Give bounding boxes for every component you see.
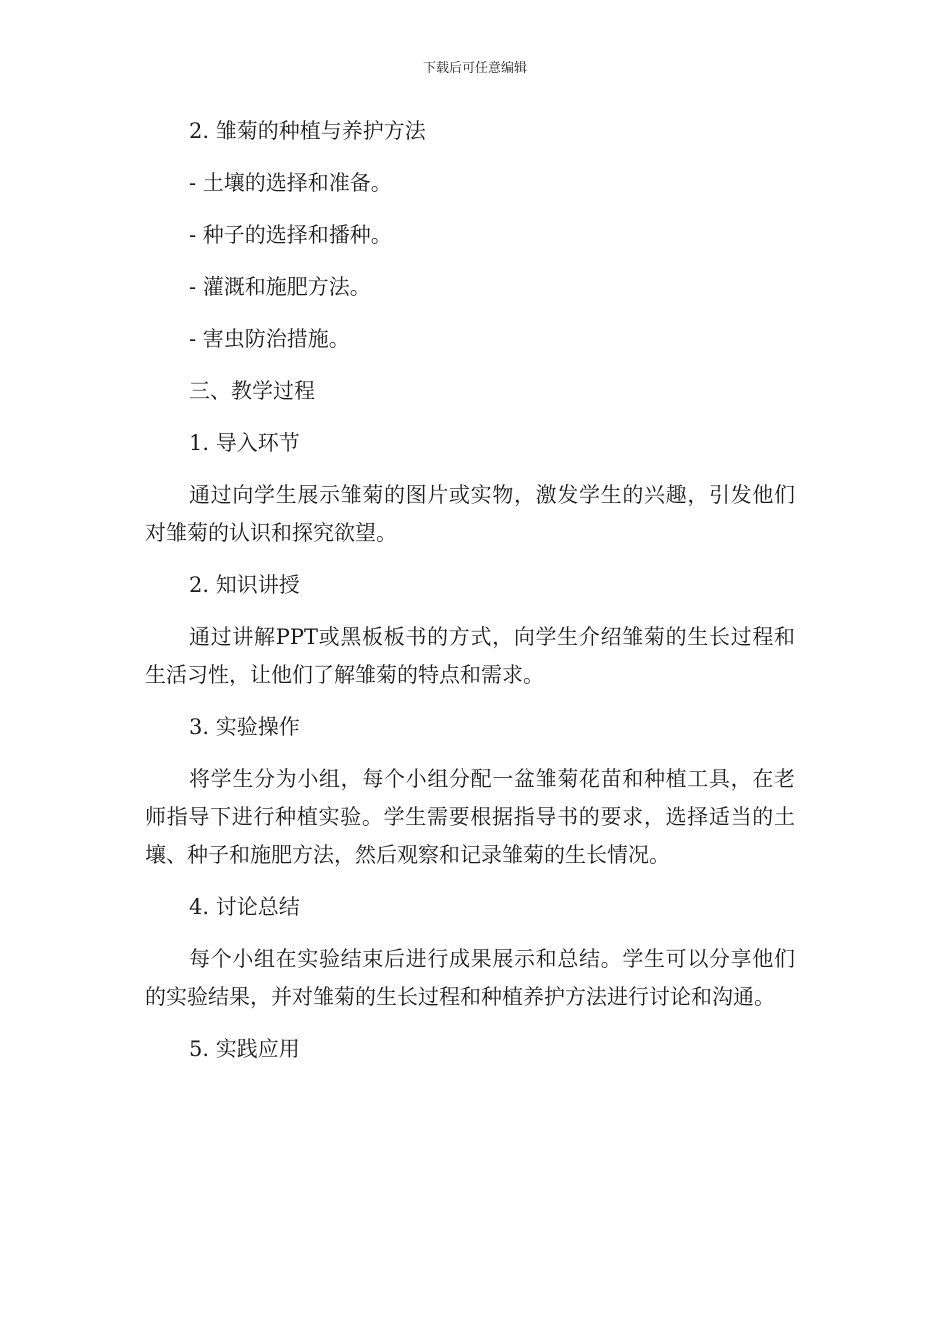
section-heading: 5. 实践应用	[189, 1037, 300, 1061]
list-item: - 土壤的选择和准备。	[189, 171, 392, 195]
section-heading: 3. 实验操作	[189, 715, 300, 739]
list-item: - 种子的选择和播种。	[189, 223, 392, 247]
list-item: - 害虫防治措施。	[189, 327, 350, 351]
paragraph: 通过讲解PPT或黑板板书的方式，向学生介绍雏菊的生长过程和生活习性，让他们了解雏菊的特点和需求。	[145, 625, 795, 687]
paragraph: 每个小组在实验结束后进行成果展示和总结。学生可以分享他们的实验结果，并对雏菊的生长过程和种植养护方法进行讨论和沟通。	[145, 947, 795, 1009]
page-header: 下载后可任意编辑	[422, 61, 527, 76]
list-item: - 灌溉和施肥方法。	[189, 275, 371, 299]
paragraph: 将学生分为小组，每个小组分配一盆雏菊花苗和种植工具，在老师指导下进行种植实验。学生需要根据指导书的要求，选择适当的土壤、种子和施肥方法，然后观察和记录雏菊的生长情况。	[145, 767, 795, 867]
section-heading: 2. 雏菊的种植与养护方法	[189, 119, 426, 143]
section-heading: 1. 导入环节	[189, 431, 300, 455]
section-heading: 2. 知识讲授	[189, 573, 300, 597]
paragraph: 通过向学生展示雏菊的图片或实物，激发学生的兴趣，引发他们对雏菊的认识和探究欲望。	[145, 483, 795, 545]
section-heading: 三、教学过程	[189, 379, 315, 403]
section-heading: 4. 讨论总结	[189, 895, 300, 919]
document-body	[145, 112, 795, 1068]
